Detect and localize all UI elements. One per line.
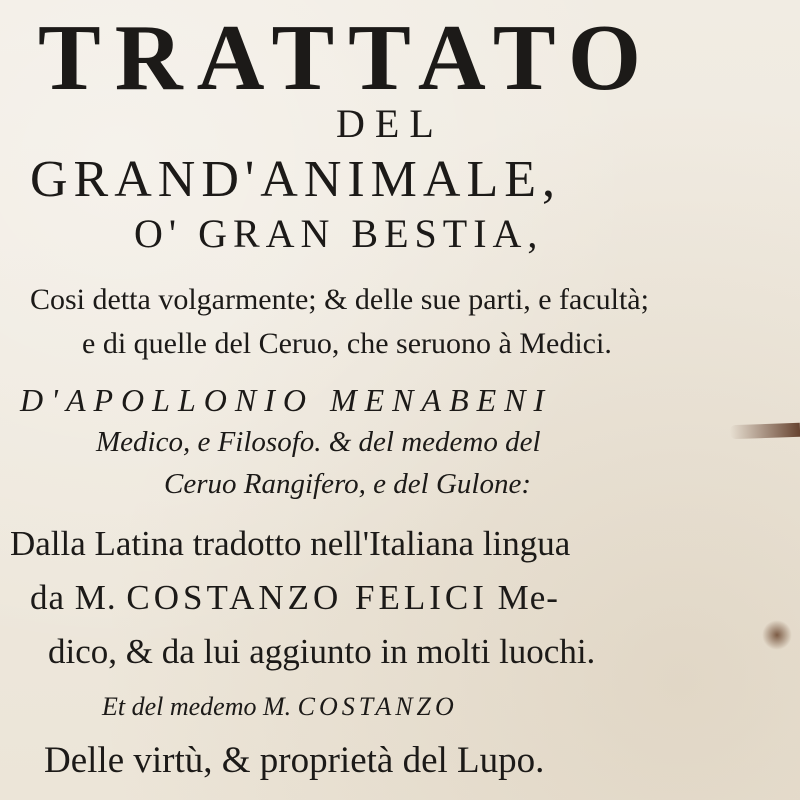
title-gran-bestia: O' GRAN BESTIA, [134,211,544,256]
subtitle-line-2: e di quelle del Ceruo, che seruono à Medici. [82,327,612,360]
additional-name: COSTANZO [297,692,458,721]
book-title: TRATTATO [38,6,655,110]
ink-stain [730,423,800,439]
title-grand-animale: GRAND'ANIMALE, [30,151,562,208]
author-name: D'APOLLONIO MENABENI [20,382,553,418]
translator-prefix: da M. [30,578,127,617]
translation-line-3: dico, & da lui aggiunto in molti luochi. [48,632,596,671]
ink-spot [762,620,792,650]
author-subject-line: Ceruo Rangifero, e del Gulone: [164,468,531,500]
lupo-line: Delle virtù, & proprietà del Lupo. [44,740,545,781]
additional-work-line [102,690,458,724]
author-title-line: Medico, e Filosofo. & del medemo del [96,426,541,458]
translator-suffix: Me- [487,578,559,617]
subtitle-line-1: Cosi detta volgarmente; & delle sue parti, e facultà; [30,283,649,316]
title-del: DEL [336,101,444,146]
translator-name: COSTANZO FELICI [126,578,488,617]
additional-prefix: Et del medemo M. [102,692,298,721]
translation-line-2 [30,576,559,620]
translation-line-1: Dalla Latina tradotto nell'Italiana lingua [10,524,571,563]
